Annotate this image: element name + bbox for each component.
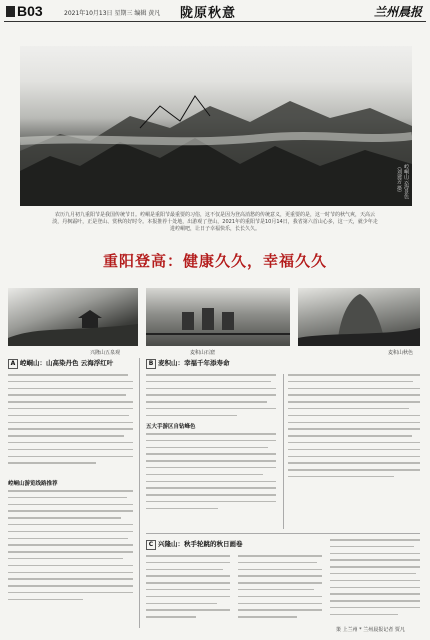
section-b-subtitle: 五大手游区自钻峰色 xyxy=(146,424,196,430)
thumbnail-xinglong xyxy=(8,288,138,346)
section-a-routes xyxy=(8,490,133,606)
section-marker: A xyxy=(8,359,18,369)
column-divider xyxy=(283,374,284,529)
dateline: 2021年10月13日 星期三 编辑 黄凡 xyxy=(64,10,161,17)
section-c-heading: C 兴隆山：秋手轮跳的秋日画卷 xyxy=(146,539,243,550)
section-a-body xyxy=(8,374,133,469)
thumbnail-caption: 麦积山秋色 xyxy=(388,350,414,356)
mountain-scene xyxy=(20,46,412,206)
thumbnail-maiji-autumn xyxy=(298,288,420,346)
section-b-col1 xyxy=(146,374,276,422)
column-divider xyxy=(139,358,140,628)
section-c-col1 xyxy=(146,555,230,623)
thumbnail-caption: 麦积山石窟 xyxy=(190,350,216,356)
section-marker: B xyxy=(146,359,156,369)
section-marker: C xyxy=(146,540,156,550)
section-divider xyxy=(146,533,420,534)
section-b-col1-more xyxy=(146,433,276,515)
thumbnail-maiji-grottoes xyxy=(146,288,290,346)
main-photo-caption: 农历九月初九重阳节是我国传统节日。崆峒是重阳节最重要的习俗，这不仅是因为登高消愁的传统意义，更重要的是，这一时节的秋气爽，天高云淡，丹枫霜叶，正是登山、赏秋的好时令。本报推荐十处地，出游观了登山，2021年的重阳节是10月14日，我省第六首山心多，这一天，就少年走进崆峒吧，让日子幸福快乐，长长久久。 xyxy=(52,212,378,232)
masthead xyxy=(4,3,426,22)
section-c-col3 xyxy=(330,539,420,621)
section-a-subtitle: 崆峒山游览线路推荐 xyxy=(8,481,58,487)
byline: 策 上兰州 * 兰州晨报记者 贾凡 xyxy=(336,627,405,633)
newspaper-logo: 兰州晨报 xyxy=(373,5,422,19)
main-headline: 重阳登高：健康久久，幸福久久 xyxy=(102,252,327,270)
section-a-heading: A 崆峒山：山高染丹色 云海浮红叶 xyxy=(8,358,113,369)
section-c-col2 xyxy=(238,555,322,623)
thumbnail-caption: 兴隆山五泉观 xyxy=(90,350,121,356)
section-title: 陇原秋意 xyxy=(180,6,237,21)
main-photo xyxy=(20,46,412,206)
section-b-col2 xyxy=(288,374,420,483)
section-b-heading: B 麦积山：幸福千年添寿命 xyxy=(146,358,230,369)
page-number: B03 xyxy=(6,3,43,19)
page-marker-icon xyxy=(6,6,15,17)
photo-credit: 崆峒山云海景色（刘建芳 摄） xyxy=(396,164,409,199)
